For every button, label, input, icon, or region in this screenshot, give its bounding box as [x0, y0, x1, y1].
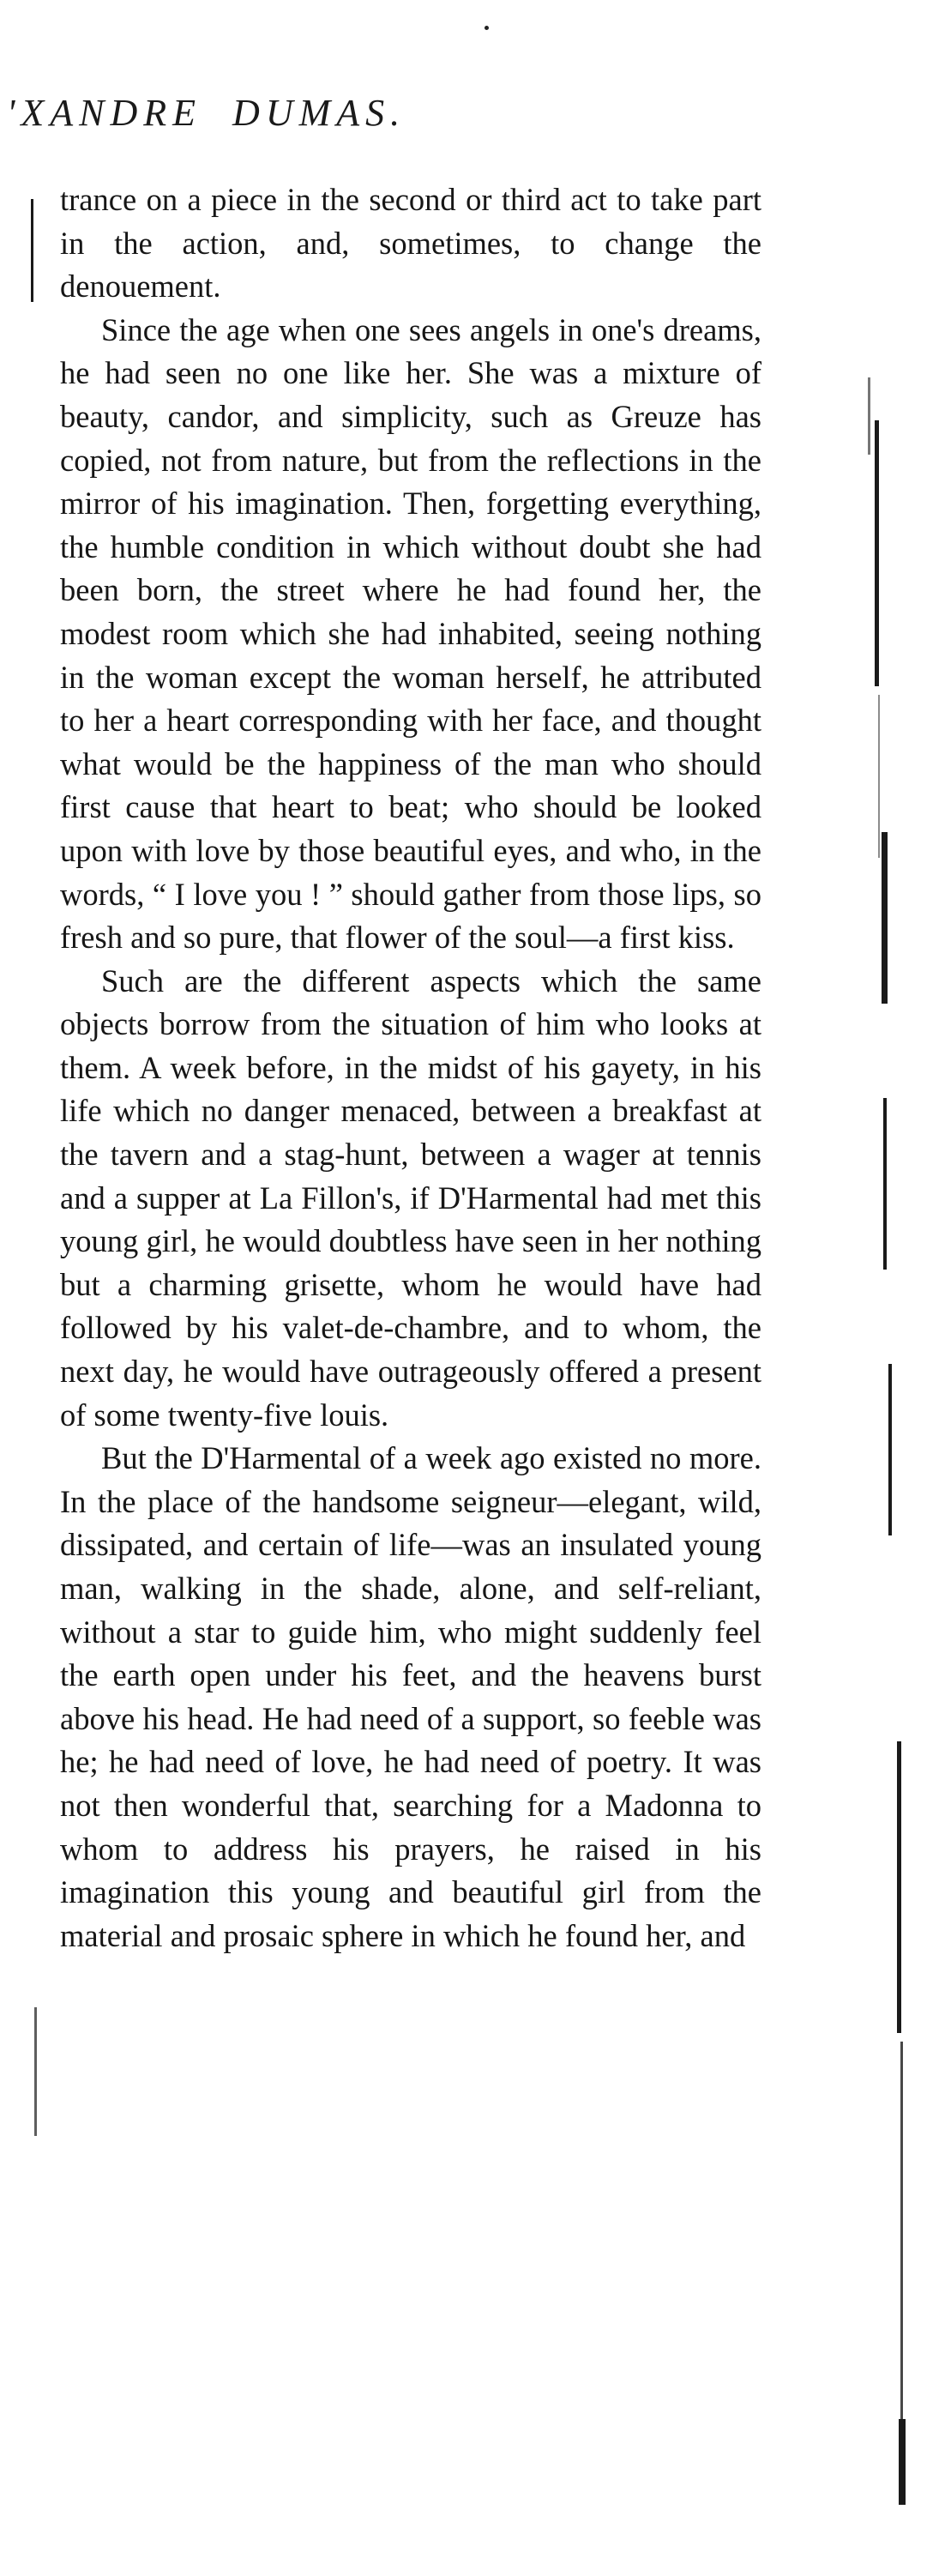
paragraph: Since the age when one sees angels in one's dreams, he had seen no one like her. She was a mixture of beauty, candor, and simplicity, such as Greuze has copied, not from nature, but from the reflections in the mirror of his imagination. Then, forgetting everything, the humble condition in which without doubt she had been born, the street where he had found her, the modest room which she had inhabited, seeing nothing in the woman except the woman herself, he attributed to her a heart corresponding with her face, and thought what would be the happiness of the man who should first cause that heart to beat; who should be looked upon with love by those beautiful eyes, and who, in the words, “ I love you ! ” should gather from those lips, so fresh and so pure, that flower of the soul—a first kiss.	[60, 311, 761, 956]
paragraph: But the D'Harmental of a week ago existed no more. In the place of the handsome seigneur—elegant, wild, dissipated, and certain of life—was an insulated young man, walking in the shade, alone, and self-reliant, without a star to guide him, who might suddenly feel the earth open under his feet, and the heavens burst above his head. He had need of a support, so feeble was he; he had need of love, he had need of poetry. It was not then wonderful that, searching for a Madonna to whom to address his prayers, he raised in his imagination this young and beautiful girl from the material and prosaic sphere in which he found her, and	[60, 1440, 761, 1953]
right-edge-mark	[888, 1364, 892, 1535]
paragraph-continuation: trance on a piece in the second or third act to take part in the action, and, sometimes, to change the denouement.	[60, 182, 761, 305]
right-edge-mark	[878, 695, 880, 858]
left-gutter-mark	[34, 2007, 37, 2136]
page-dot-mark	[485, 26, 489, 30]
right-edge-mark	[882, 832, 888, 1004]
text-column	[60, 178, 761, 1958]
right-edge-mark	[897, 1741, 901, 2033]
paragraph: Such are the different aspects which the same objects borrow from the situation of him who looks at them. A week before, in the midst of his gayety, in his life which no danger menaced, between a breakfast at the tavern and a stag-hunt, between a wager at tennis and a supper at La Fillon's, if D'Harmental had met this young girl, he would doubtless have seen in her nothing but a charming grisette, whom he would have had followed by his valet-de-chambre, and to whom, the next day, he would have outrageously offered a present of some twenty-five louis.	[60, 962, 761, 1433]
right-edge-mark	[868, 377, 870, 455]
right-edge-mark	[899, 2419, 906, 2505]
right-edge-mark	[875, 420, 879, 686]
right-edge-mark	[883, 1098, 887, 1270]
right-edge-mark	[900, 2042, 903, 2419]
running-head: 'XANDRE DUMAS.	[7, 92, 406, 134]
left-gutter-mark	[31, 199, 33, 302]
